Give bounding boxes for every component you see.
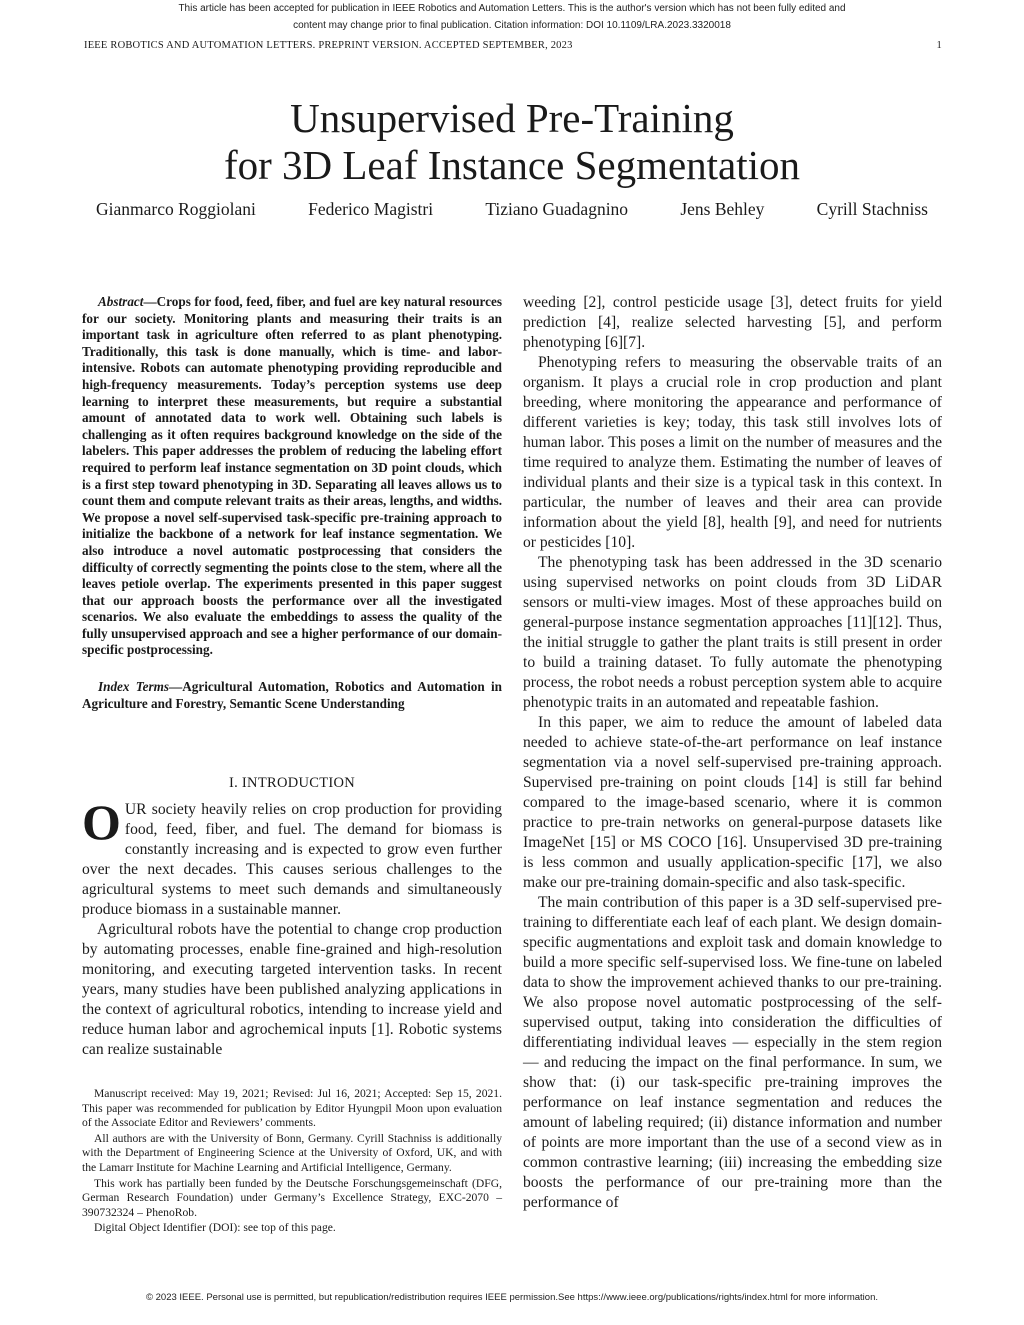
author: Tiziano Guadagnino: [485, 199, 629, 219]
publication-notice: [0, 0, 1024, 34]
right-paragraph-4: The main contribution of this paper is a 3D self-supervised pre-training to differentiate each leaf of each plant. We design domain-specific augmentations and exploit task and domain knowledge to build a more specific self-supervised loss. We fine-tune on labeled data to show the improvement achieved thanks to our pre-training. We also propose novel automatic postprocessing of the self-supervised output, taking into consideration the difficulties of differentiating individual leaves — especially in the stem region — and reducing the impact on the final performance. In sum, we show that: (i) our task-specific pre-training improves the performance on leaf instance segmentation and reduces the amount of labeling required; (ii) distance information and number of points are more important than the use of a second view as in common contrastive learning; (iii) increasing the embedding size boosts the performance of our pre-training more than the performance of: [523, 894, 942, 1211]
title-line-2: for 3D Leaf Instance Segmentation: [223, 142, 801, 188]
footnote-manuscript: Manuscript received: May 19, 2021; Revised: Jul 16, 2021; Accepted: Sep 15, 2021. This paper was recommended for publication by Editor Hyungpil Moon upon evaluation of the Associate Editor and Reviewers’ comments.: [82, 1087, 502, 1130]
author: Gianmarco Roggiolani: [96, 199, 256, 219]
drop-cap: O: [82, 794, 121, 851]
paper-title: [0, 95, 1024, 189]
intro-paragraph-2: Agricultural robots have the potential to change crop production by automating processes, enable fine-grained and high-resolution monitoring, and executing targeted intervention tasks. In recent years, many studies have been published analyzing applications in the context of agricultural robotics, intending to increase yield and reduce human labor and agrochemical inputs [1]. Robotic systems can realize sustainable: [82, 921, 502, 1059]
journal-name: IEEE ROBOTICS AND AUTOMATION LETTERS. PREPRINT VERSION. ACCEPTED SEPTEMBER, 2023: [84, 40, 573, 51]
right-paragraph-1: Phenotyping refers to measuring the observable traits of an organism. It plays a crucial role in crop production and plant breeding, where monitoring the appearance and performance of different varieties is key; today, this task still involves lots of human labor. This poses a limit on the number of measures and the time required to analyze them. Estimating the number of leaves of individual plants and their size is a typical task in this context. In particular, the number of leaves and their area can provide information about the yield [8], health [9], and need for nutrients or pesticides [10].: [523, 354, 942, 551]
notice-line-1: This article has been accepted for publication in IEEE Robotics and Automation Letters. This is the author's version which has not been fully edited and: [178, 3, 846, 14]
author: Federico Magistri: [308, 199, 434, 219]
intro-paragraph-1: [82, 794, 502, 920]
footnote-affiliation: All authors are with the University of Bonn, Germany. Cyrill Stachniss is additionally with the Department of Engineering Science at the University of Oxford, UK, and with the Lamarr Institute for Machine Learning and Artificial Intelligence, Germany.: [82, 1131, 502, 1174]
right-paragraph-3: In this paper, we aim to reduce the amount of labeled data needed to achieve state-of-the-art performance on leaf instance segmentation via a novel self-supervised pre-training approach. Supervised pre-training on point clouds [14] is still far behind compared to the image-based scenario, where it is common practice to pre-train networks on general-purpose datasets like ImageNet [15] or MS COCO [16]. Unsupervised 3D pre-training is less common and usually application-specific [17], we also make our pre-training domain-specific and also task-specific.: [523, 714, 942, 891]
footnote-funding: This work has partially been funded by the Deutsche Forschungsgemeinschaft (DFG, German Research Foundation) under Germany’s Excellence Strategy, EXC-2070 – 390732324 – PhenoRob.: [82, 1176, 502, 1219]
footnote-doi: Digital Object Identifier (DOI): see top of this page.: [94, 1221, 336, 1235]
author-list: [96, 198, 928, 220]
author: Cyrill Stachniss: [816, 199, 928, 219]
author: Jens Behley: [680, 199, 765, 219]
page-number: 1: [936, 40, 942, 51]
abstract-label: Abstract: [98, 294, 144, 309]
running-head: [84, 40, 942, 56]
left-column: [82, 294, 502, 1060]
index-terms-text: —Agricultural Automation, Robotics and Automation in Agriculture and Forestry, Semantic Scene Understanding: [82, 679, 502, 711]
abstract-text: —Crops for food, feed, fiber, and fuel are key natural resources for our society. Monitoring plants and measuring their traits is an important task in agriculture often referred to as plant phenotyping. Traditionally, this task is done manually, which is time- and labor-intensive. Robots can automate phenotyping providing reproducible and high-frequency measurements. Today’s perception systems use deep learning to interpret these measurements, but require a substantial amount of annotated data to work well. Obtaining such labels is challenging as it often requires background knowledge on the side of the labelers. This paper addresses the problem of reducing the labeling effort required to perform leaf instance segmentation on 3D point clouds, which is a first step toward phenotyping in 3D. Separating all leaves allows us to count them and compute relevant traits as their areas, lengths, and widths. We propose a novel self-supervised task-specific pre-training approach to initialize the backbone of a network for leaf instance segmentation. We also introduce a novel automatic postprocessing that considers the difficulty of correctly segmenting the points close to the stem, where all the leaves petiole overlap. The experiments presented in this paper suggest that our approach boosts the performance over all the investigated scenarios. We also evaluate the embeddings to assess the quality of the fully unsupervised approach and see a higher performance of our domain-specific postprocessing.: [82, 294, 502, 658]
right-paragraph-0: weeding [2], control pesticide usage [3], detect fruits for yield prediction [4], realize selected harvesting [5], and perform phenotyping [6][7].: [523, 294, 942, 351]
title-line-1: Unsupervised Pre-Training: [290, 95, 734, 141]
notice-line-2: content may change prior to final publication. Citation information: DOI 10.1109/LRA.2023.3320018: [293, 20, 731, 31]
right-column: [523, 293, 942, 1213]
intro-paragraph-1-text: UR society heavily relies on crop production for providing food, feed, fiber, and fuel. The demand for biomass is constantly increasing and is expected to grow even further over the next decades. This causes serious challenges to the agricultural systems to meet such demands and simultaneously produce biomass in a sustainable manner.: [82, 801, 502, 919]
copyright-notice: © 2023 IEEE. Personal use is permitted, but republication/redistribution requires IEEE permission.See https://www.ieee.org/publications/rights/index.html for more information.: [146, 1292, 878, 1303]
footnotes: [82, 1087, 502, 1237]
right-paragraph-2: The phenotyping task has been addressed in the 3D scenario using supervised networks on point clouds from 3D LiDAR sensors or multi-view images. Most of these approaches build on general-purpose instance segmentation approaches [11][12]. Thus, the initial struggle to gather the plant traits is still present in order to build a training dataset. To fully automate the phenotyping process, the robot needs a robust perception system able to acquire phenotypic traits in an automated and repeatable fashion.: [523, 554, 942, 711]
abstract: [82, 294, 502, 659]
index-terms-label: Index Terms: [98, 679, 170, 695]
index-terms: [82, 679, 502, 712]
section-heading: I. INTRODUCTION: [228, 775, 356, 792]
